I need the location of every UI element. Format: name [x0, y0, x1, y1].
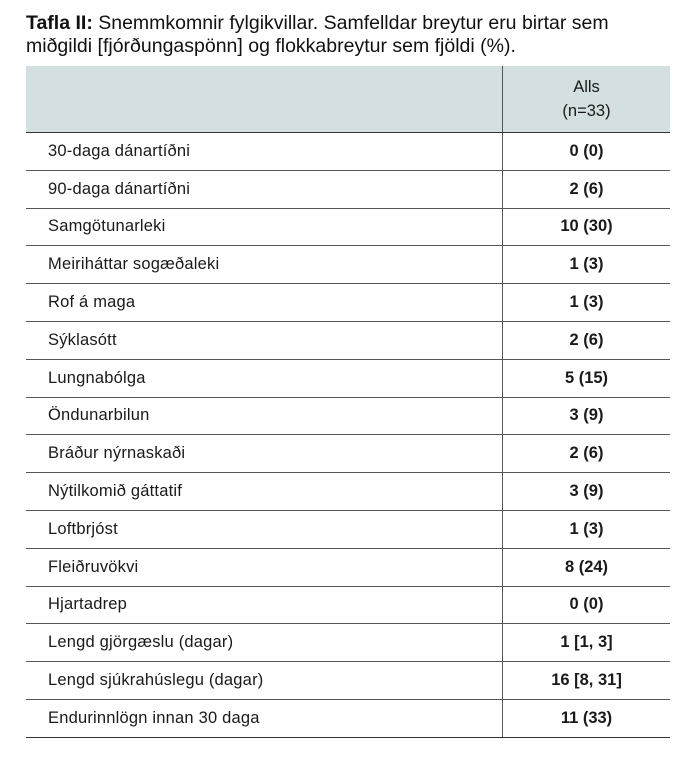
table-row [26, 435, 670, 473]
row-label: 30-daga dánartíðni [26, 133, 503, 171]
row-value: 5 (15) [503, 359, 671, 397]
table-row [26, 170, 670, 208]
row-label: Hjartadrep [26, 586, 503, 624]
caption-label: Tafla II: [26, 12, 93, 34]
row-label: Endurinnlögn innan 30 daga [26, 699, 503, 737]
row-value: 1 (3) [503, 284, 671, 322]
row-value: 1 [1, 3] [503, 624, 671, 662]
row-label: Sýklasótt [26, 321, 503, 359]
header-value-cell [503, 66, 671, 133]
table-header [26, 66, 670, 133]
table-row [26, 397, 670, 435]
header-row [26, 66, 670, 133]
row-label: Lengd sjúkrahúslegu (dagar) [26, 662, 503, 700]
row-label: Öndunarbilun [26, 397, 503, 435]
row-value: 0 (0) [503, 133, 671, 171]
table-row [26, 548, 670, 586]
row-label: Lungnabólga [26, 359, 503, 397]
table-row [26, 133, 670, 171]
row-value: 2 (6) [503, 435, 671, 473]
row-value: 10 (30) [503, 208, 671, 246]
row-value: 1 (3) [503, 246, 671, 284]
header-value-subtitle: (n=33) [562, 102, 611, 120]
row-label: Lengd gjörgæslu (dagar) [26, 624, 503, 662]
row-value: 3 (9) [503, 397, 671, 435]
table-row [26, 359, 670, 397]
row-value: 0 (0) [503, 586, 671, 624]
row-label: Samgötunarleki [26, 208, 503, 246]
row-value: 8 (24) [503, 548, 671, 586]
table-row [26, 699, 670, 737]
row-label: Fleiðruvökvi [26, 548, 503, 586]
table-caption [26, 12, 676, 58]
table-row [26, 246, 670, 284]
table-body [26, 133, 670, 738]
row-label: Loftbrjóst [26, 510, 503, 548]
row-value: 16 [8, 31] [503, 662, 671, 700]
complications-table [26, 66, 670, 738]
table-row [26, 662, 670, 700]
row-value: 2 (6) [503, 170, 671, 208]
header-value-title: Alls [573, 78, 600, 96]
table-row [26, 208, 670, 246]
table-row [26, 510, 670, 548]
row-label: Meiriháttar sogæðaleki [26, 246, 503, 284]
table-row [26, 473, 670, 511]
row-label: Bráður nýrnaskaði [26, 435, 503, 473]
row-value: 11 (33) [503, 699, 671, 737]
row-value: 3 (9) [503, 473, 671, 511]
row-value: 1 (3) [503, 510, 671, 548]
table-row [26, 586, 670, 624]
table-row [26, 284, 670, 322]
row-label: 90-daga dánartíðni [26, 170, 503, 208]
table-row [26, 321, 670, 359]
row-value: 2 (6) [503, 321, 671, 359]
caption-text: Snemmkomnir fylgikvillar. Samfelldar breytur eru birtar sem miðgildi [fjórðungaspönn] og flokkabreytur sem fjöldi (%). [26, 12, 609, 57]
row-label: Nýtilkomið gáttatif [26, 473, 503, 511]
table-row [26, 624, 670, 662]
row-label: Rof á maga [26, 284, 503, 322]
header-label-cell [26, 66, 503, 133]
